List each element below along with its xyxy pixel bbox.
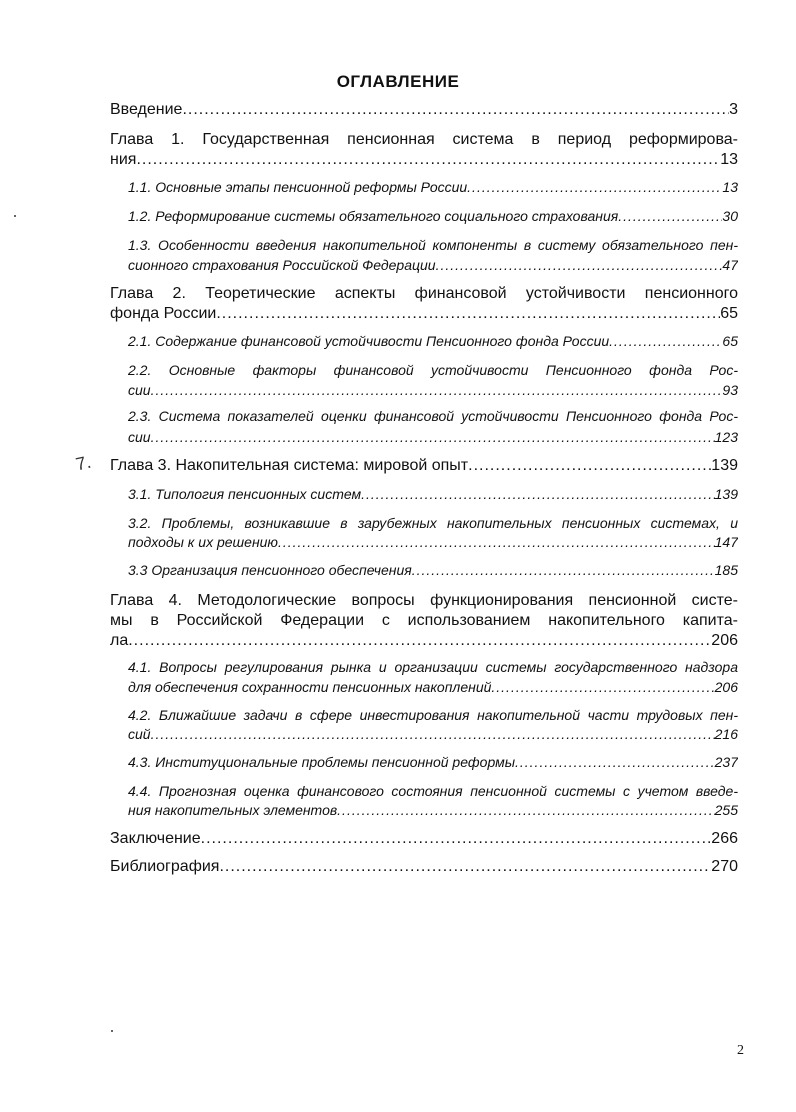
toc-entry-line: 4.4. Прогнозная оценка финансового состояния пенсионной системы с учетом введе- bbox=[128, 783, 738, 799]
scan-speck bbox=[111, 1030, 113, 1032]
toc-entry-label: подходы к их решению bbox=[128, 534, 278, 550]
toc-entry-label: 3.1. Типология пенсионных систем bbox=[128, 486, 362, 502]
toc-entry-label: ла bbox=[110, 632, 129, 649]
toc-entry-page: 13 bbox=[722, 179, 738, 195]
toc-entry-page: 65 bbox=[720, 305, 738, 322]
toc-entry-page: 139 bbox=[714, 486, 738, 502]
toc-entry-page: 266 bbox=[711, 830, 738, 847]
toc-entry-label: ния bbox=[110, 151, 137, 168]
toc-entry-page: 65 bbox=[722, 333, 738, 349]
toc-entry-line: 2.2. Основные факторы финансовой устойчивости Пенсионного фонда Рос- bbox=[128, 362, 738, 378]
handwritten-mark: 7. bbox=[73, 451, 93, 475]
toc-entry-label: сий bbox=[128, 726, 151, 742]
toc-entry-page: 270 bbox=[711, 858, 738, 875]
toc-entry-page: 3 bbox=[729, 101, 738, 118]
toc-entry-page: 185 bbox=[714, 562, 738, 578]
toc-entry-page: 139 bbox=[711, 457, 738, 474]
toc-entry-page: 206 bbox=[714, 679, 738, 695]
toc-entry-label: 1.2. Реформирование системы обязательного социального страхования bbox=[128, 208, 619, 224]
toc-entry-label: сии bbox=[128, 382, 151, 398]
page-number: 2 bbox=[737, 1043, 744, 1058]
toc-entry-page: 206 bbox=[711, 632, 738, 649]
toc-entry-page: 237 bbox=[714, 754, 738, 770]
toc-entry-page: 255 bbox=[714, 802, 738, 818]
toc-entry-label: 4.3. Институциональные проблемы пенсионной реформы bbox=[128, 754, 515, 770]
toc-entry-label: фонда России bbox=[110, 305, 217, 322]
toc-entry-line: Глава 4. Методологические вопросы функционирования пенсионной систе- bbox=[110, 592, 738, 609]
toc-entry-label: ния накопительных элементов bbox=[128, 802, 338, 818]
toc-entry-label: Заключение bbox=[110, 830, 201, 847]
toc-entry-page: 147 bbox=[714, 534, 738, 550]
toc-entry-line: 4.2. Ближайшие задачи в сфере инвестирования накопительной части трудовых пен- bbox=[128, 707, 738, 723]
toc-entry-line: Глава 2. Теоретические аспекты финансовой устойчивости пенсионного bbox=[110, 285, 738, 302]
toc-entry-line: 1.3. Особенности введения накопительной компоненты в систему обязательного пен- bbox=[128, 237, 738, 253]
toc-entry-line: 3.2. Проблемы, возникавшие в зарубежных накопительных пенсионных системах, и bbox=[128, 515, 738, 531]
toc-entry-label: Глава 3. Накопительная система: мировой опыт bbox=[110, 457, 469, 474]
toc-entry-label: Библиография bbox=[110, 858, 220, 875]
toc-entry-page: 30 bbox=[722, 208, 738, 224]
toc-entry-line: Глава 1. Государственная пенсионная система в период реформирова- bbox=[110, 131, 738, 148]
toc-entry-page: 123 bbox=[714, 429, 738, 445]
toc-entry-line: 4.1. Вопросы регулирования рынка и организации системы государственного надзора bbox=[128, 659, 738, 675]
toc-entry-label: для обеспечения сохранности пенсионных накоплений bbox=[128, 679, 492, 695]
toc-entry-page: 216 bbox=[714, 726, 738, 742]
scan-speck bbox=[14, 215, 16, 217]
toc-entry-label: сионного страхования Российской Федерации bbox=[128, 257, 436, 273]
toc-entry-label: сии bbox=[128, 429, 151, 445]
toc-entry-page: 93 bbox=[722, 382, 738, 398]
toc-entry-label: 3.3 Организация пенсионного обеспечения bbox=[128, 562, 412, 578]
toc-entry-page: 47 bbox=[722, 257, 738, 273]
toc-entry-label: Введение bbox=[110, 101, 183, 118]
toc-entry-label: 2.1. Содержание финансовой устойчивости Пенсионного фонда России bbox=[128, 333, 610, 349]
toc-entry-line: 2.3. Система показателей оценки финансовой устойчивости Пенсионного фонда Рос- bbox=[128, 408, 738, 424]
toc-entry-page: 13 bbox=[720, 151, 738, 168]
toc-entry-label: 1.1. Основные этапы пенсионной реформы России bbox=[128, 179, 468, 195]
toc-entry-line: мы в Российской Федерации с использованием накопительного капита- bbox=[110, 612, 738, 629]
toc-title: ОГЛАВЛЕНИЕ bbox=[336, 72, 460, 91]
